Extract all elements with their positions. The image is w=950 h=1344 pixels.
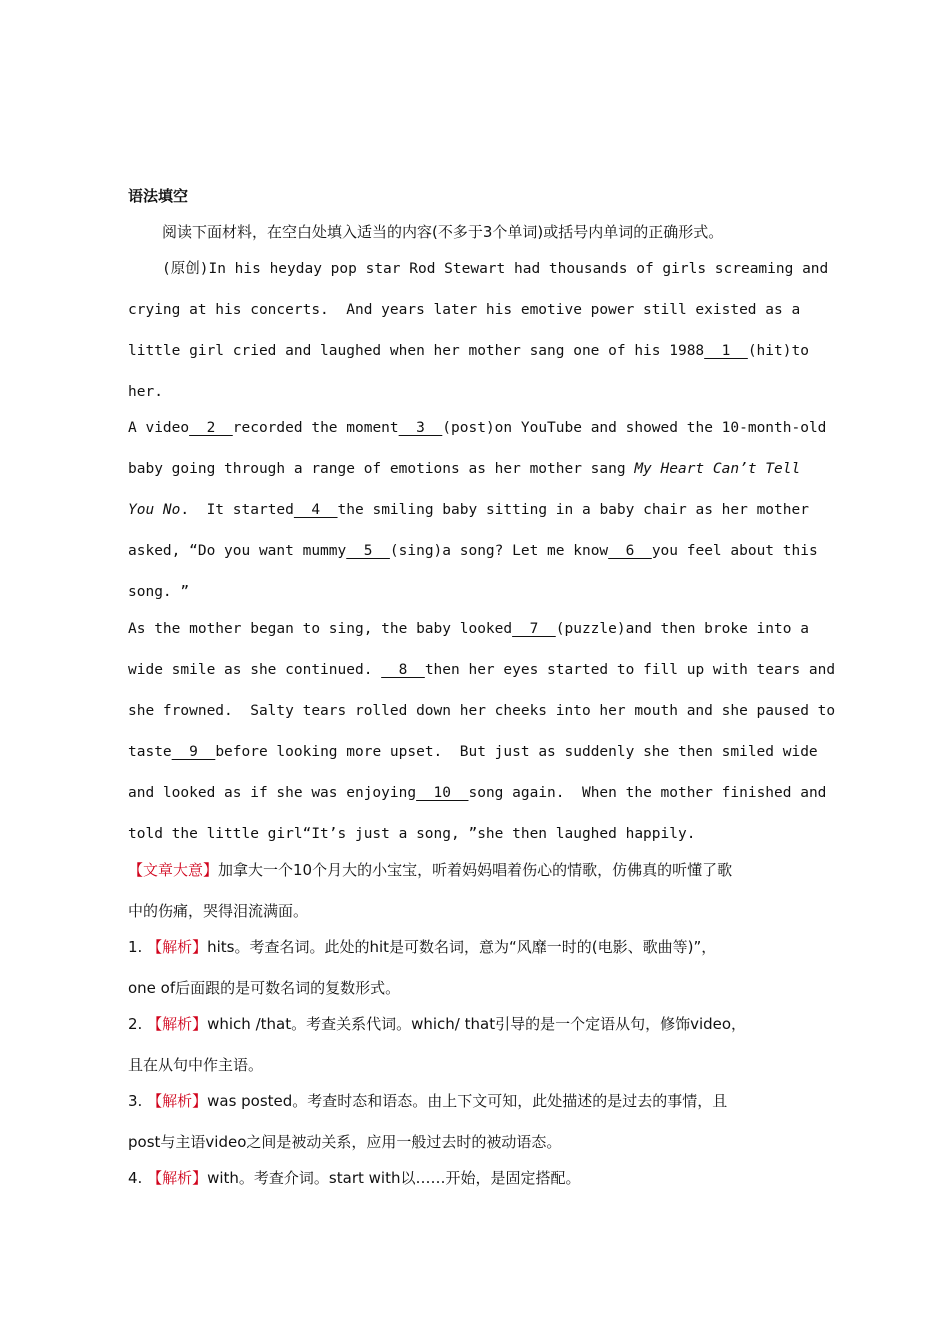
song-title: My Heart Can’t Tell xyxy=(634,461,801,477)
answer-3: 3. 【解析】was posted。考查时态和语态。由上下文可知，此处描述的是过去的事情，且 xyxy=(128,1092,728,1110)
blank-7[interactable]: 7 xyxy=(512,621,556,637)
instruction: 阅读下面材料，在空白处填入适当的内容(不多于3个单词)或括号内单词的正确形式。 xyxy=(162,223,724,241)
passage-line: (原创)In his heyday pop star Rod Stewart had thousands of girls screaming and xyxy=(162,261,829,277)
blank-4[interactable]: 4 xyxy=(293,502,338,518)
passage-line: asked, “Do you want mummy 5 (sing)a song? Let me know 6 you feel about this xyxy=(128,543,818,559)
answer-2: 2. 【解析】which /that。考查关系代词。which/ that引导的是一个定语从句，修饰video， xyxy=(128,1015,747,1033)
answer-2-cont: 且在从句中作主语。 xyxy=(128,1056,264,1074)
passage-line: and looked as if she was enjoying 10 song again. When the mother finished and xyxy=(128,785,827,801)
passage-line: taste 9 before looking more upset. But just as suddenly she then smiled wide xyxy=(128,744,818,760)
blank-8[interactable]: 8 xyxy=(381,662,425,678)
answer-tag: 【解析】 xyxy=(147,1169,208,1187)
passage-line: her. xyxy=(128,384,163,400)
passage-line: told the little girl“It’s just a song, ”she then laughed happily. xyxy=(128,826,696,842)
passage-line: baby going through a range of emotions as her mother sang My Heart Can’t Tell xyxy=(128,461,801,477)
answer-3-cont: post与主语video之间是被动关系，应用一般过去时的被动语态。 xyxy=(128,1133,562,1151)
answer-4: 4. 【解析】with。考查介词。start with以……开始，是固定搭配。 xyxy=(128,1169,581,1187)
passage-line: she frowned. Salty tears rolled down her cheeks into her mouth and she paused to xyxy=(128,703,836,719)
answer-tag: 【解析】 xyxy=(147,1015,208,1033)
passage-line: song. ” xyxy=(128,584,190,600)
section-title: 语法填空 xyxy=(128,187,189,205)
summary-tag: 【文章大意】 xyxy=(128,861,219,879)
blank-6[interactable]: 6 xyxy=(608,543,652,559)
blank-2[interactable]: 2 xyxy=(189,420,233,436)
passage-line: wide smile as she continued. 8 then her eyes started to fill up with tears and xyxy=(128,662,836,678)
passage-line: crying at his concerts. And years later his emotive power still existed as a xyxy=(128,302,801,318)
summary-line: 【文章大意】加拿大一个10个月大的小宝宝，听着妈妈唱着伤心的情歌，仿佛真的听懂了歌 xyxy=(128,861,733,879)
blank-1[interactable]: 1 xyxy=(704,343,748,359)
blank-3[interactable]: 3 xyxy=(398,420,443,436)
passage-line: A video 2 recorded the moment 3 (post)on YouTube and showed the 10-month-old xyxy=(128,420,827,436)
blank-5[interactable]: 5 xyxy=(346,543,390,559)
answer-1: 1. 【解析】hits。考查名词。此处的hit是可数名词，意为“风靡一时的(电影、歌曲等)”， xyxy=(128,938,717,956)
answer-tag: 【解析】 xyxy=(147,1092,208,1110)
answer-tag: 【解析】 xyxy=(147,938,208,956)
summary-line: 中的伤痛，哭得泪流满面。 xyxy=(128,902,309,920)
passage-line: You No. It started 4 the smiling baby sitting in a baby chair as her mother xyxy=(128,502,809,518)
blank-9[interactable]: 9 xyxy=(171,744,216,760)
passage-line: little girl cried and laughed when her mother sang one of his 1988 1 (hit)to xyxy=(128,343,809,359)
answer-1-cont: one of后面跟的是可数名词的复数形式。 xyxy=(128,979,401,997)
passage-line: As the mother began to sing, the baby looked 7 (puzzle)and then broke into a xyxy=(128,621,809,637)
blank-10[interactable]: 10 xyxy=(416,785,469,801)
song-title: You No xyxy=(128,502,181,518)
